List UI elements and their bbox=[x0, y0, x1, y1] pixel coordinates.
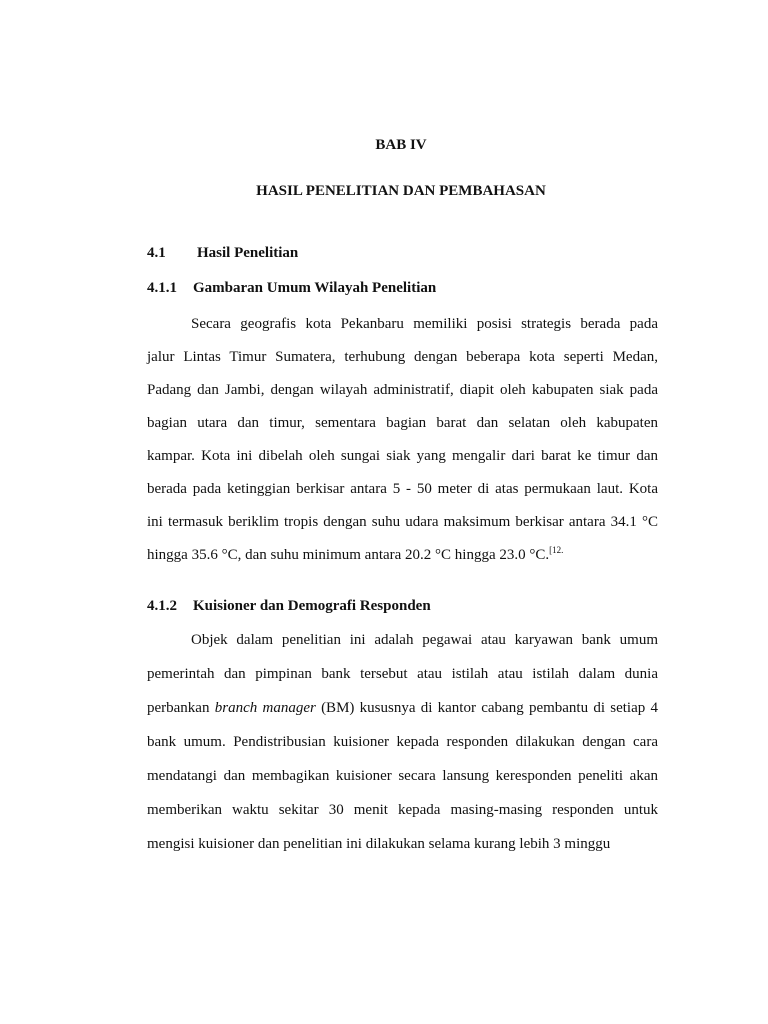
paragraph-line: mendatangi dan membagikan kuisioner secara lansung keresponden peneliti akan bbox=[147, 768, 658, 784]
text-run: (BM) kususnya di kantor cabang pembantu di setiap 4 bbox=[315, 700, 659, 716]
section-number: 4.1.1 bbox=[147, 280, 177, 296]
section-number: 4.1 bbox=[147, 245, 166, 261]
italic-term: branch manager bbox=[214, 700, 316, 716]
citation-reference: [12. bbox=[549, 545, 564, 555]
paragraph-line: ini termasuk beriklim tropis dengan suhu udara maksimum berkisar antara 34.1 °C bbox=[147, 514, 658, 530]
paragraph-line: memberikan waktu sekitar 30 menit kepada masing-masing responden untuk bbox=[147, 802, 658, 818]
paragraph-line: bank umum. Pendistribusian kuisioner kepada responden dilakukan dengan cara bbox=[147, 734, 658, 750]
section-title: Hasil Penelitian bbox=[197, 245, 299, 261]
paragraph-line: jalur Lintas Timur Sumatera, terhubung dengan beberapa kota seperti Medan, bbox=[147, 349, 658, 365]
section-heading-4-1 bbox=[147, 245, 298, 262]
section-heading-4-1-1 bbox=[147, 280, 436, 297]
section-heading-4-1-2 bbox=[147, 598, 431, 615]
paragraph-line: Objek dalam penelitian ini adalah pegawai atau karyawan bank umum bbox=[191, 632, 658, 648]
section-title: Kuisioner dan Demografi Responden bbox=[193, 598, 431, 614]
text-run: perbankan bbox=[147, 700, 215, 716]
paragraph-line: berada pada ketinggian berkisar antara 5 - 50 meter di atas permukaan laut. Kota bbox=[147, 481, 658, 497]
paragraph-line: pemerintah dan pimpinan bank tersebut atau istilah atau istilah dalam dunia bbox=[147, 666, 658, 682]
paragraph-line-last: mengisi kuisioner dan penelitian ini dilakukan selama kurang lebih 3 minggu bbox=[147, 836, 611, 852]
paragraph-line: Secara geografis kota Pekanbaru memiliki posisi strategis berada pada bbox=[191, 316, 658, 332]
paragraph-line: kampar. Kota ini dibelah oleh sungai siak yang mengalir dari barat ke timur dan bbox=[147, 448, 658, 464]
paragraph-line: Padang dan Jambi, dengan wilayah administratif, diapit oleh kabupaten siak pada bbox=[147, 382, 658, 398]
section-title: Gambaran Umum Wilayah Penelitian bbox=[193, 280, 437, 296]
chapter-title: HASIL PENELITIAN DAN PEMBAHASAN bbox=[256, 183, 546, 199]
section-number: 4.1.2 bbox=[147, 598, 177, 614]
paragraph-line bbox=[147, 698, 658, 718]
paragraph-line-last bbox=[147, 545, 658, 565]
paragraph-line-text: hingga 35.6 °C, dan suhu minimum antara 20.2 °C hingga 23.0 °C. bbox=[147, 547, 550, 563]
paragraph-line: bagian utara dan timur, sementara bagian barat dan selatan oleh kabupaten bbox=[147, 415, 658, 431]
chapter-label: BAB IV bbox=[375, 137, 427, 153]
